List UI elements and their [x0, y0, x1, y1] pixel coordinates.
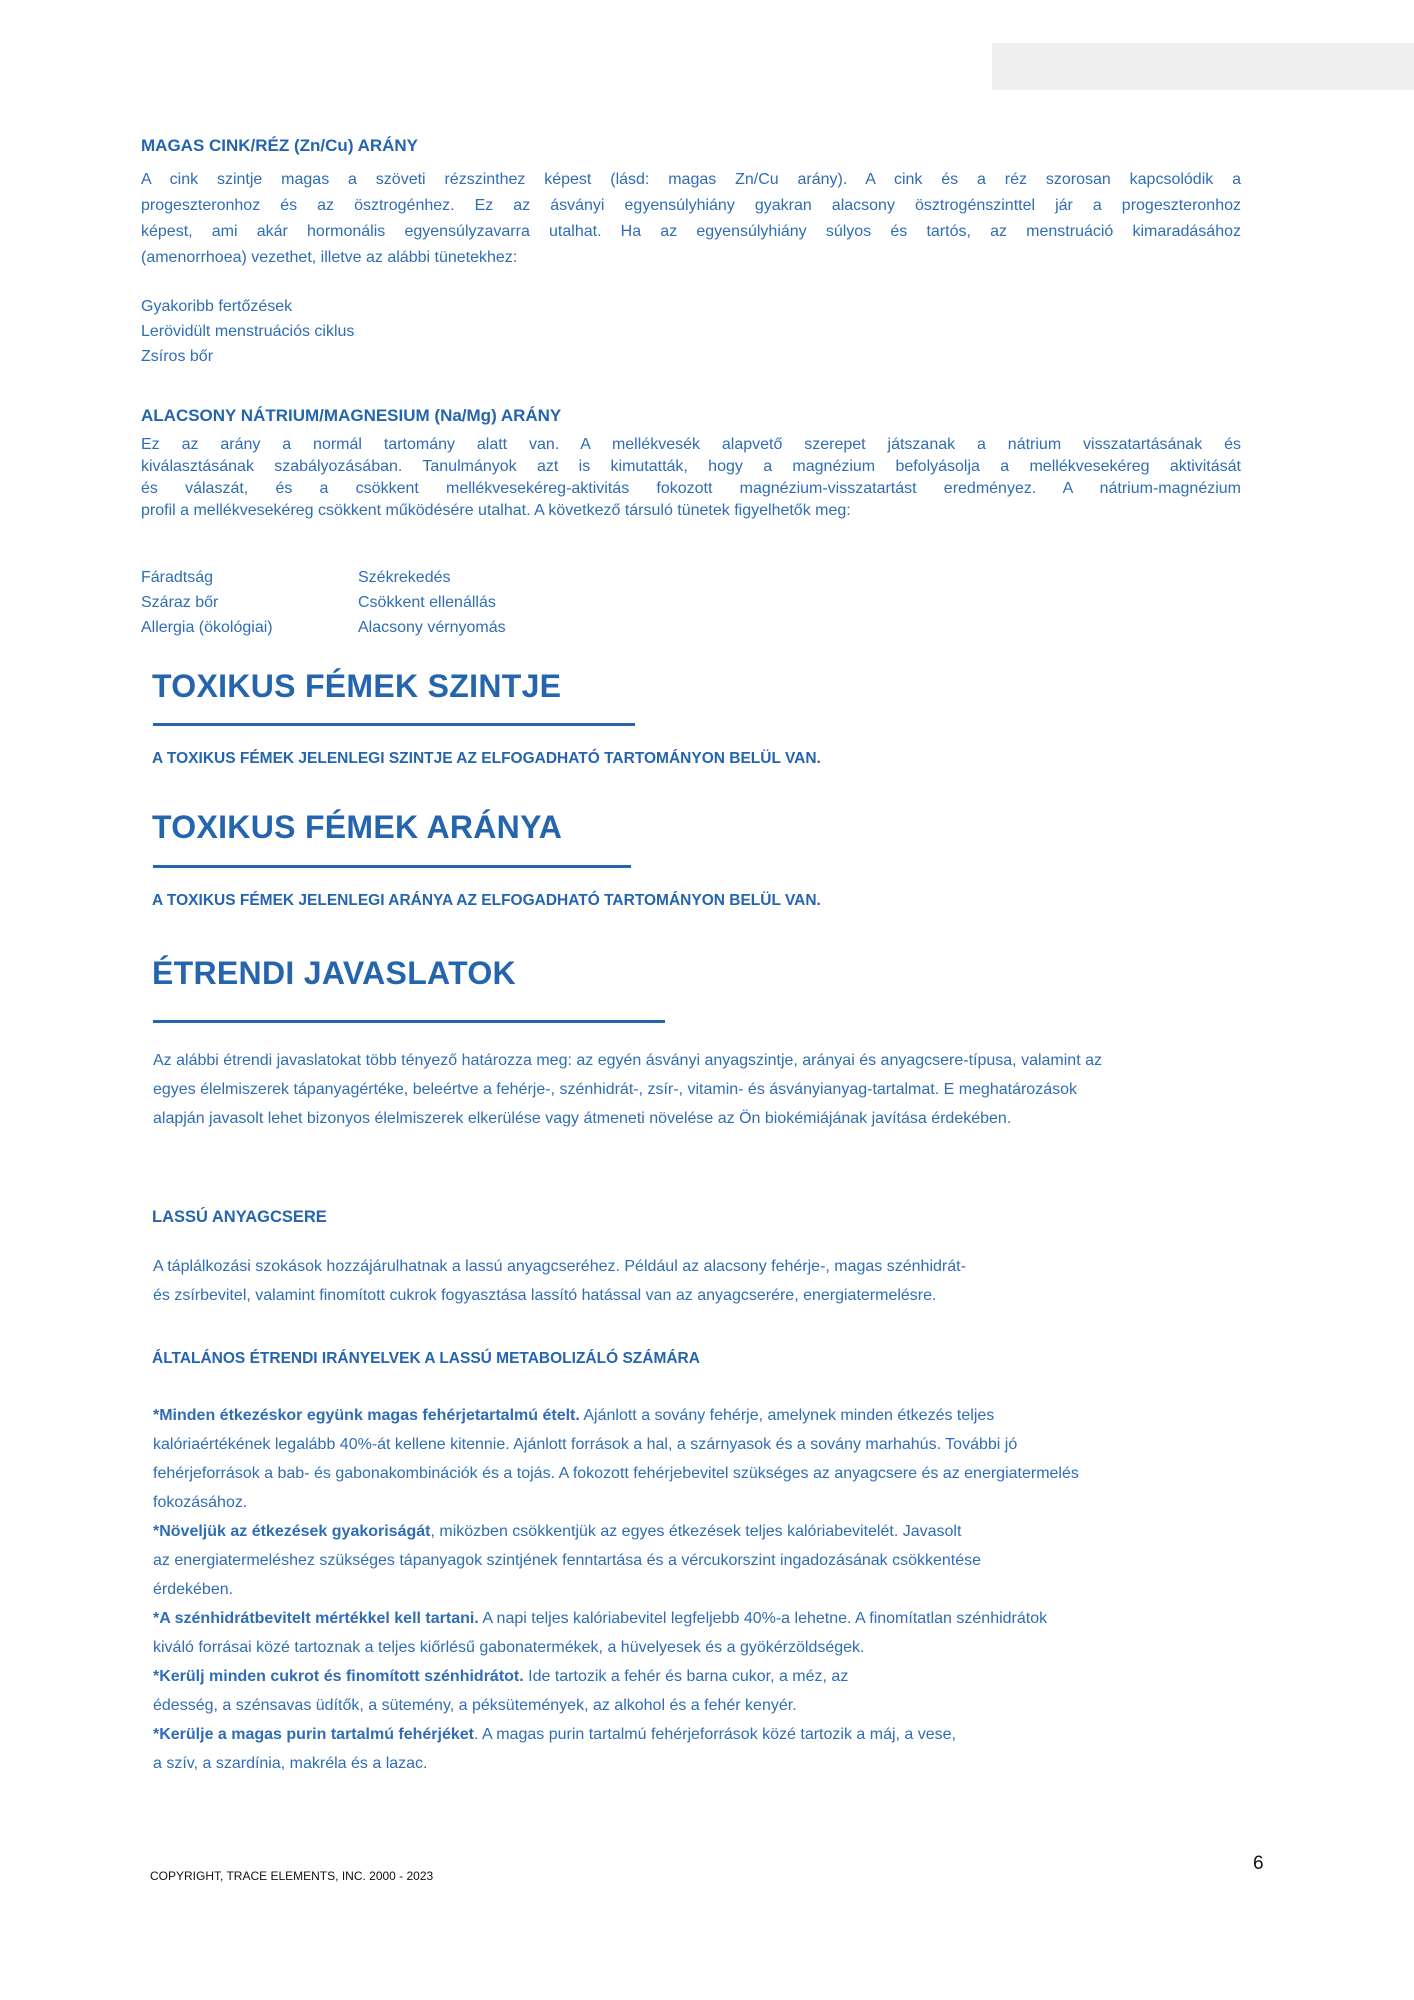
guideline-lead: *Minden étkezéskor együnk magas fehérjetartalmú ételt.: [153, 1407, 580, 1424]
guideline-line: a szív, a szardínia, makréla és a lazac.: [153, 1755, 428, 1772]
paragraph-line: progeszteronhoz és az ösztrogénhez. Ez az ásványi egyensúlyhiány gyakran alacsony ösztrogénszinttel jár a progeszteronhoz: [141, 197, 1241, 214]
paragraph-line: alapján javasolt lehet bizonyos élelmiszerek elkerülése vagy átmeneti növelése az Ön biokémiájának javítása érdekében.: [153, 1110, 1012, 1127]
guideline-line: az energiatermeléshez szükséges tápanyagok szintjének fenntartása és a vércukorszint ingadozásának csökkentése: [153, 1552, 982, 1569]
slow-metabolism-text: [153, 1252, 1303, 1310]
guideline-text: A napi teljes kalóriabevitel legfeljebb 40%-a lehetne. A finomítatlan szénhidrátok: [478, 1610, 1048, 1627]
guideline-item: [153, 1517, 1313, 1604]
toxic-ratio-statement: A TOXIKUS FÉMEK JELENLEGI ARÁNYA AZ ELFOGADHATÓ TARTOMÁNYON BELÜL VAN.: [152, 892, 821, 909]
paragraph-line: és válaszát, és a csökkent mellékvesekéreg-aktivitás fokozott magnézium-visszatartást eredményez. A nátrium-magnézium: [141, 480, 1241, 497]
guideline-line: fehérjeforrások a bab- és gabonakombinációk és a tojás. A fokozott fehérjebevitel szükséges az anyagcsere és az energiatermelés: [153, 1465, 1079, 1482]
symptom-item: Székrekedés: [358, 569, 451, 586]
symptom-item: Allergia (ökológiai): [141, 619, 273, 636]
paragraph-line: (amenorrhoea) vezethet, illetve az alábbi tünetekhez:: [141, 249, 518, 266]
paragraph-line: és zsírbevitel, valamint finomított cukrok fogyasztása lassító hatással van az anyagcserére, energiatermelésre.: [153, 1287, 937, 1304]
toxic-level-title: TOXIKUS FÉMEK SZINTJE: [152, 668, 562, 704]
guideline-item: [153, 1604, 1313, 1662]
guideline-text: . A magas purin tartalmú fehérjeforrások közé tartozik a máj, a vese,: [474, 1726, 956, 1743]
guideline-item: [153, 1662, 1313, 1720]
title-underline: [153, 723, 635, 726]
paragraph-line: A cink szintje magas a szöveti rézszinthez képest (lásd: magas Zn/Cu arány). A cink és a réz szorosan kapcsolódik a: [141, 171, 1241, 188]
guideline-text: Ide tartozik a fehér és barna cukor, a méz, az: [523, 1668, 849, 1685]
paragraph-line: kiválasztásának szabályozásában. Tanulmányok azt is kimutatták, hogy a magnézium befolyásolja a mellékvesekéreg aktivitását: [141, 458, 1241, 475]
toxic-level-statement: A TOXIKUS FÉMEK JELENLEGI SZINTJE AZ ELFOGADHATÓ TARTOMÁNYON BELÜL VAN.: [152, 750, 821, 767]
symptom-item: Fáradtság: [141, 569, 214, 586]
guideline-line: érdekében.: [153, 1581, 234, 1598]
symptom-column-1: [141, 565, 273, 640]
section-low-na-mg: [141, 406, 1241, 522]
guideline-item: [153, 1401, 1313, 1517]
guideline-line: kiváló forrásai közé tartoznak a teljes kiőrlésű gabonatermékek, a hüvelyesek és a gyökérzöldségek.: [153, 1639, 865, 1656]
symptom-item: Csökkent ellenállás: [358, 594, 496, 611]
guideline-lead: *Növeljük az étkezések gyakoriságát: [153, 1523, 431, 1540]
toxic-ratio-title: TOXIKUS FÉMEK ARÁNYA: [152, 809, 563, 845]
symptom-item: Lerövidült menstruációs ciklus: [141, 323, 355, 340]
guideline-line: édesség, a szénsavas üdítők, a sütemény, a péksütemények, az alkohol és a fehér kenyér.: [153, 1697, 797, 1714]
slow-metabolism-title: LASSÚ ANYAGCSERE: [152, 1208, 327, 1226]
paragraph-line: profil a mellékvesekéreg csökkent működésére utalhat. A következő társuló tünetek figyelhetők meg:: [141, 502, 851, 519]
guideline-text: Ajánlott a sovány fehérje, amelynek minden étkezés teljes: [579, 1407, 995, 1424]
guideline-lead: *A szénhidrátbevitelt mértékkel kell tartani.: [153, 1610, 479, 1627]
symptom-item: Gyakoribb fertőzések: [141, 298, 293, 315]
paragraph-line: A táplálkozási szokások hozzájárulhatnak a lassú anyagcseréhez. Például az alacsony fehérje-, magas szénhidrát-: [153, 1258, 966, 1275]
diet-title: ÉTRENDI JAVASLATOK: [152, 955, 516, 991]
symptom-item: Zsíros bőr: [141, 348, 214, 365]
guideline-line: fokozásához.: [153, 1494, 248, 1511]
header-gray-box: [992, 43, 1414, 90]
paragraph-line: Az alábbi étrendi javaslatokat több tényező határozza meg: az egyén ásványi anyagszintje, arányai és anyagcsere-típusa, valamint az: [153, 1052, 1102, 1069]
guidelines-list: [153, 1401, 1313, 1778]
guidelines-title: ÁLTALÁNOS ÉTRENDI IRÁNYELVEK A LASSÚ METABOLIZÁLÓ SZÁMÁRA: [152, 1350, 700, 1367]
section-title: ALACSONY NÁTRIUM/MAGNESIUM (Na/Mg) ARÁNY: [141, 406, 562, 425]
symptom-item: Száraz bőr: [141, 594, 219, 611]
paragraph-line: képest, ami akár hormonális egyensúlyzavarra utalhat. Ha az egyensúlyhiány súlyos és tartós, az menstruáció kimaradásához: [141, 223, 1241, 240]
page-number: 6: [1253, 1853, 1264, 1874]
symptom-column-2: [358, 565, 506, 640]
guideline-text: , miközben csökkentjük az egyes étkezések teljes kalóriabevitelét. Javasolt: [430, 1523, 962, 1540]
guideline-lead: *Kerülj minden cukrot és finomított szénhidrátot.: [153, 1668, 524, 1685]
copyright: COPYRIGHT, TRACE ELEMENTS, INC. 2000 - 2023: [150, 1869, 434, 1883]
section-high-zn-cu: [141, 136, 1241, 369]
symptom-item: Alacsony vérnyomás: [358, 619, 506, 636]
guideline-item: [153, 1720, 1313, 1778]
guideline-line: kalóriaértékének legalább 40%-át kellene kitennie. Ajánlott források a hal, a szárnyasok és a sovány marhahús. További jó: [153, 1436, 1018, 1453]
diet-intro: [153, 1046, 1303, 1133]
paragraph-line: egyes élelmiszerek tápanyagértéke, beleértve a fehérje-, szénhidrát-, zsír-, vitamin- és ásványianyag-tartalmat. E meghatározások: [153, 1081, 1077, 1098]
title-underline: [153, 865, 631, 868]
paragraph-line: Ez az arány a normál tartomány alatt van. A mellékvesék alapvető szerepet játszanak a nátrium visszatartásának és: [141, 436, 1241, 453]
title-underline: [153, 1020, 665, 1023]
guideline-lead: *Kerülje a magas purin tartalmú fehérjéket: [153, 1726, 474, 1743]
section-title: MAGAS CINK/RÉZ (Zn/Cu) ARÁNY: [141, 136, 419, 155]
